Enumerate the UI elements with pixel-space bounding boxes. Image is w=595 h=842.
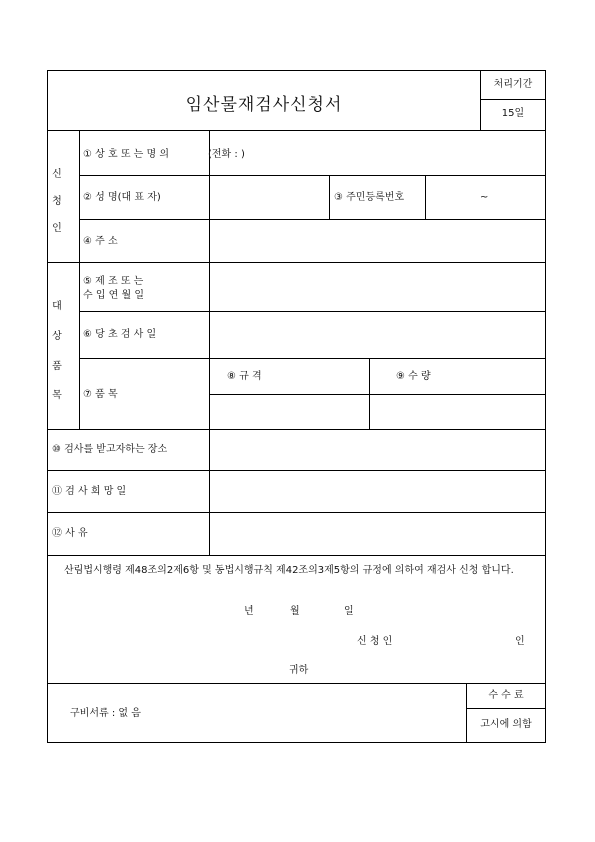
- fee-label: 수 수 료: [488, 690, 524, 701]
- date-year-label: 년: [244, 606, 254, 617]
- application-statement: 산림법시행령 제48조의2제6항 및 동법시행규칙 제42조의3제5항의 규정에 의하여 재검사 신청 합니다.: [64, 565, 514, 576]
- fee-value: 고시에 의함: [480, 719, 532, 730]
- field-5-label-line-1: ⑤ 제 조 또 는: [83, 276, 144, 287]
- date-month-label: 월: [290, 606, 300, 617]
- field-5-label-line-2: 수 입 연 월 일: [83, 290, 145, 301]
- target-group-char: 상: [52, 331, 62, 342]
- field-8-label: ⑧ 규 격: [227, 371, 262, 382]
- field-2-label: ② 성 명(대 표 자): [83, 192, 161, 203]
- field-3-value: ~: [480, 192, 489, 203]
- processing-period-label: 처리기간: [493, 79, 533, 90]
- date-day-label: 일: [344, 606, 354, 617]
- target-group-char: 품: [52, 361, 62, 372]
- field-6-label: ⑥ 당 초 검 사 일: [83, 329, 157, 340]
- field-10-label: ⑩ 검사를 받고자하는 장소: [52, 444, 168, 455]
- field-9-label: ⑨ 수 량: [396, 371, 431, 382]
- application-form: [47, 70, 546, 743]
- target-group-char: 목: [52, 390, 62, 401]
- form-title: 임산물재검사신청서: [185, 95, 343, 115]
- applicant-group-char: 신: [52, 169, 62, 180]
- field-3-label: ③ 주민등록번호: [334, 192, 405, 203]
- seal-mark: 인: [515, 636, 525, 647]
- field-4-label: ④ 주 소: [83, 236, 118, 247]
- field-11-label: ⑪ 검 사 희 망 일: [52, 486, 127, 497]
- applicant-group-char: 인: [52, 223, 62, 234]
- recipient-label: 귀하: [289, 665, 309, 676]
- target-group-char: 대: [52, 301, 62, 312]
- applicant-sign-label: 신 청 인: [357, 636, 393, 647]
- required-documents: 구비서류 : 없 음: [70, 708, 141, 719]
- applicant-group-char: 청: [52, 196, 62, 207]
- field-7-label: ⑦ 품 목: [83, 389, 118, 400]
- processing-period-value: 15일: [501, 108, 525, 119]
- field-1-label: ① 상 호 또 는 명 의: [83, 149, 169, 160]
- field-1-phone: (전화 : ): [208, 149, 245, 160]
- field-12-label: ⑫ 사 유: [52, 528, 88, 539]
